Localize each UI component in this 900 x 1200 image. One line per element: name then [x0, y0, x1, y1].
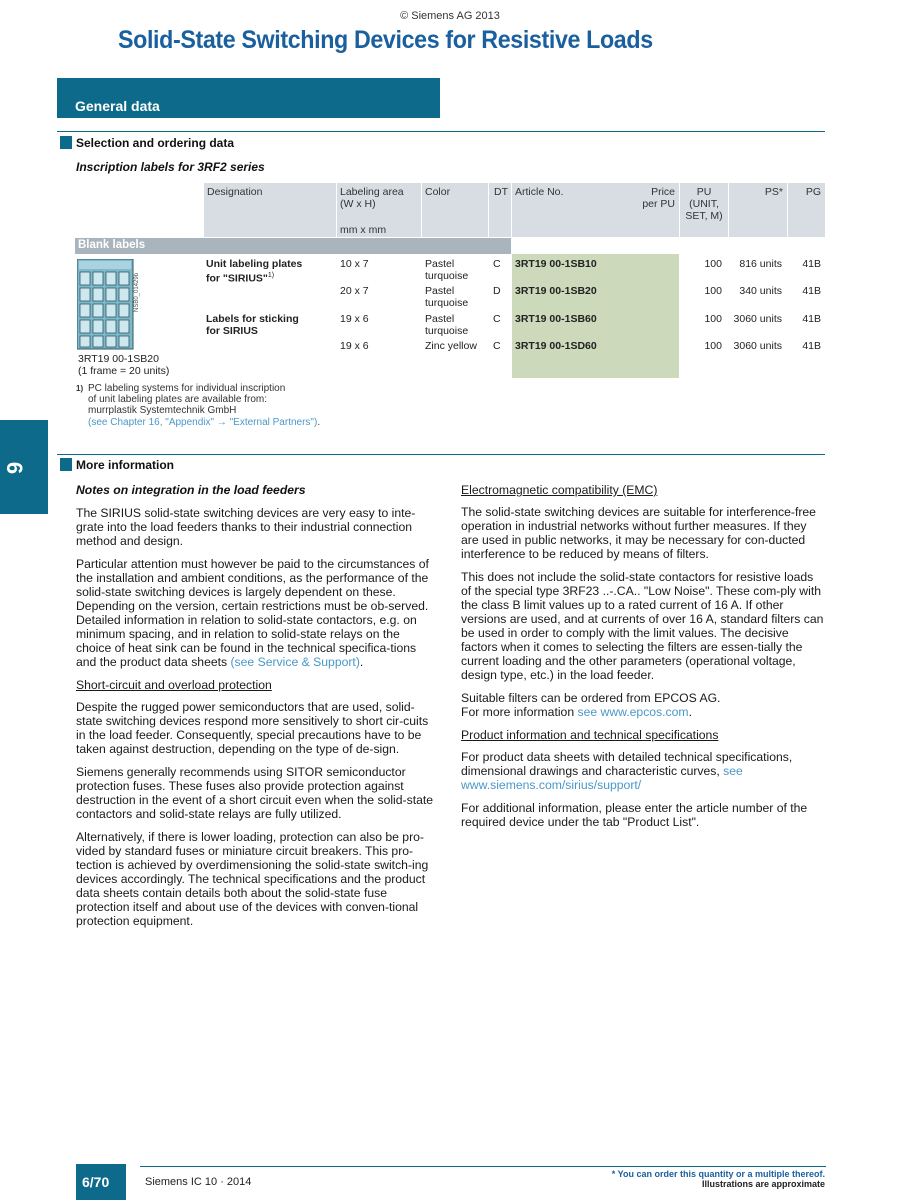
paragraph: Suitable filters can be ordered from EPCOS AG. For more information see www.epcos.com.	[461, 691, 721, 719]
footnote-text: PC labeling systems for individual inscription of unit labeling plates are available from: murrplastik Systemtechnik GmbH	[88, 383, 286, 416]
product-info-heading: Product information and technical specifications	[461, 728, 719, 742]
short-circuit-heading: Short-circuit and overload protection	[76, 678, 272, 692]
illustrations-note: Illustrations are approximate	[701, 1179, 825, 1189]
row-pu: 100	[704, 313, 722, 325]
row-pg: 41B	[802, 340, 821, 352]
page-number-box	[76, 1164, 126, 1200]
paragraph: The SIRIUS solid-state switching devices are very easy to inte-grate into the load feeders thanks to their industrial connection method and design.	[76, 506, 416, 548]
group-bar	[75, 238, 511, 254]
footnote-mark: 1)	[76, 384, 84, 393]
footnote	[76, 383, 83, 398]
row-color: Pastel turquoise	[425, 285, 469, 309]
row-article: 3RT19 00-1SD60	[515, 340, 597, 352]
row-area: 10 x 7	[340, 258, 369, 270]
chapter-tab	[0, 420, 48, 514]
order-quantity-note: * You can order this quantity or a multiple thereof.	[611, 1169, 825, 1179]
units-label: mm x mm	[340, 224, 387, 236]
row-dt: C	[493, 340, 501, 352]
paragraph: The solid-state switching devices are suitable for interference-free operation in industrial networks without further measures. If they are used in public networks, it may be necessary for con-ducted interference to be reduced by means of filters.	[461, 505, 816, 561]
col-header-dt: DT	[489, 183, 511, 237]
label-frame-image	[77, 259, 137, 352]
row-designation: Labels for sticking for SIRIUS	[206, 313, 299, 337]
copyright-notice: © Siemens AG 2013	[400, 10, 500, 22]
row-color: Pastel turquoise	[425, 313, 469, 337]
col-header-pu: PU (UNIT, SET, M)	[680, 183, 728, 237]
epcos-link[interactable]: see www.epcos.com	[577, 705, 689, 719]
col-header-color: Color	[422, 183, 488, 237]
more-info-rule	[57, 454, 825, 455]
row-dt: D	[493, 285, 501, 297]
row-ps: 3060 units	[733, 313, 782, 325]
footer-rule	[140, 1166, 826, 1167]
chapter-number: 6	[2, 461, 28, 475]
col-header-pg: PG	[788, 183, 825, 237]
image-code: NSB0_01429b	[134, 272, 140, 312]
image-caption-article: 3RT19 00-1SB20	[78, 353, 159, 365]
row-article: 3RT19 00-1SB20	[515, 285, 597, 297]
row-dt: C	[493, 313, 501, 325]
service-support-link[interactable]: (see Service & Support)	[230, 655, 360, 669]
left-column	[76, 483, 438, 937]
siemens-support-link[interactable]: see www.siemens.com/sirius/support/	[461, 764, 743, 792]
heading-marker	[60, 136, 72, 149]
col-header-ps: PS*	[729, 183, 787, 237]
row-area: 19 x 6	[340, 313, 369, 325]
paragraph: Alternatively, if there is lower loading, protection can also be pro-vided by standard fuses or miniature circuit breakers. This pro-tection is achieved by overdimensioning the solid-state switch-ing devices accordingly. The technical specifications and the product data sheets contain details both about the solid-state fuse protection itself and about use of the devices with conven-tional protection equipment.	[76, 830, 429, 928]
row-article: 3RT19 00-1SB10	[515, 258, 597, 270]
row-pg: 41B	[802, 258, 821, 270]
row-pg: 41B	[802, 313, 821, 325]
integration-subheading: Notes on integration in the load feeders	[76, 483, 306, 497]
image-caption-frame: (1 frame = 20 units)	[78, 365, 170, 377]
col-header-designation: Designation	[204, 183, 336, 237]
col-header-article: Article No.	[512, 183, 679, 237]
external-partners-link[interactable]: (see Chapter 16, "Appendix" → "External Partners")	[88, 417, 318, 428]
paragraph: This does not include the solid-state contactors for resistive loads of the special type 3RF23 ..-.CA.. "Low Noise". These com-ply with the class B limit values up to a rated current of 16 A. If other versions are used, and at currents of over 16 A, standard filters can be used in order to comply with the limit values. The decisive factors when it comes to selecting the filters are essen-tially the current loading and the other parameters (operational voltage, design type, etc.) in the load feeder.	[461, 570, 824, 682]
page-number: 6/70	[82, 1174, 110, 1190]
row-designation: Unit labeling plates for "SIRIUS"$^{1)}$	[206, 258, 303, 285]
more-info-heading: More information	[76, 458, 174, 472]
row-color: Pastel turquoise	[425, 258, 469, 282]
row-ps: 816 units	[739, 258, 782, 270]
emc-heading: Electromagnetic compatibility (EMC)	[461, 483, 658, 497]
row-pg: 41B	[802, 285, 821, 297]
row-color: Zinc yellow	[425, 340, 477, 352]
section-banner	[57, 78, 440, 118]
col-header-area: Labeling area (W x H)	[337, 183, 421, 237]
section-label: General data	[75, 98, 160, 114]
row-pu: 100	[704, 340, 722, 352]
row-article: 3RT19 00-1SB60	[515, 313, 597, 325]
catalog-reference: Siemens IC 10 · 2014	[145, 1176, 252, 1188]
right-column	[461, 483, 825, 838]
row-area: 20 x 7	[340, 285, 369, 297]
section-rule	[57, 131, 825, 132]
col-header-price: Price per PU	[642, 186, 675, 210]
paragraph: For product data sheets with detailed technical specifications, dimensional drawings and characteristic curves, see www.siemens.com/sirius/support/	[461, 750, 793, 792]
selection-subheading: Inscription labels for 3RF2 series	[76, 160, 265, 174]
paragraph: Siemens generally recommends using SITOR semiconductor protection fuses. These fuses also provide protection against destruction in the event of a short circuit even when the solid-state contactors and solid-state relays are fully utilized.	[76, 765, 434, 821]
row-ps: 3060 units	[733, 340, 782, 352]
paragraph: For additional information, please enter the article number of the required device under the tab "Product List".	[461, 801, 808, 829]
row-ps: 340 units	[739, 285, 782, 297]
group-label: Blank labels	[78, 239, 146, 251]
selection-heading: Selection and ordering data	[76, 136, 235, 150]
row-dt: C	[493, 258, 501, 270]
label-frame-illustration	[77, 259, 137, 352]
row-pu: 100	[704, 258, 722, 270]
paragraph: Despite the rugged power semiconductors that are used, solid-state switching devices respond more sensitively to short cir-cuits in the load feeder. Consequently, special precautions have to be taken against destruction, depending on the type of de-sign.	[76, 700, 429, 756]
row-area: 19 x 6	[340, 340, 369, 352]
page-title: Solid-State Switching Devices for Resistive Loads	[118, 26, 653, 54]
paragraph: Particular attention must however be paid to the circumstances of the installation and ambient conditions, as the performance of the solid-state switching devices is largely dependent on these. Depending on the version, certain restrictions must be ob-served. Detailed information in relation to solid-state contactors, e.g. on minimum spacing, and in relation to solid-state relays on the choice of heat sink can be found in the technical specifica-tions and the product data sheets (see Service & Support).	[76, 557, 429, 669]
footnote-link-line: (see Chapter 16, "Appendix" → "External Partners").	[88, 417, 321, 428]
row-pu: 100	[704, 285, 722, 297]
heading-marker	[60, 458, 72, 471]
